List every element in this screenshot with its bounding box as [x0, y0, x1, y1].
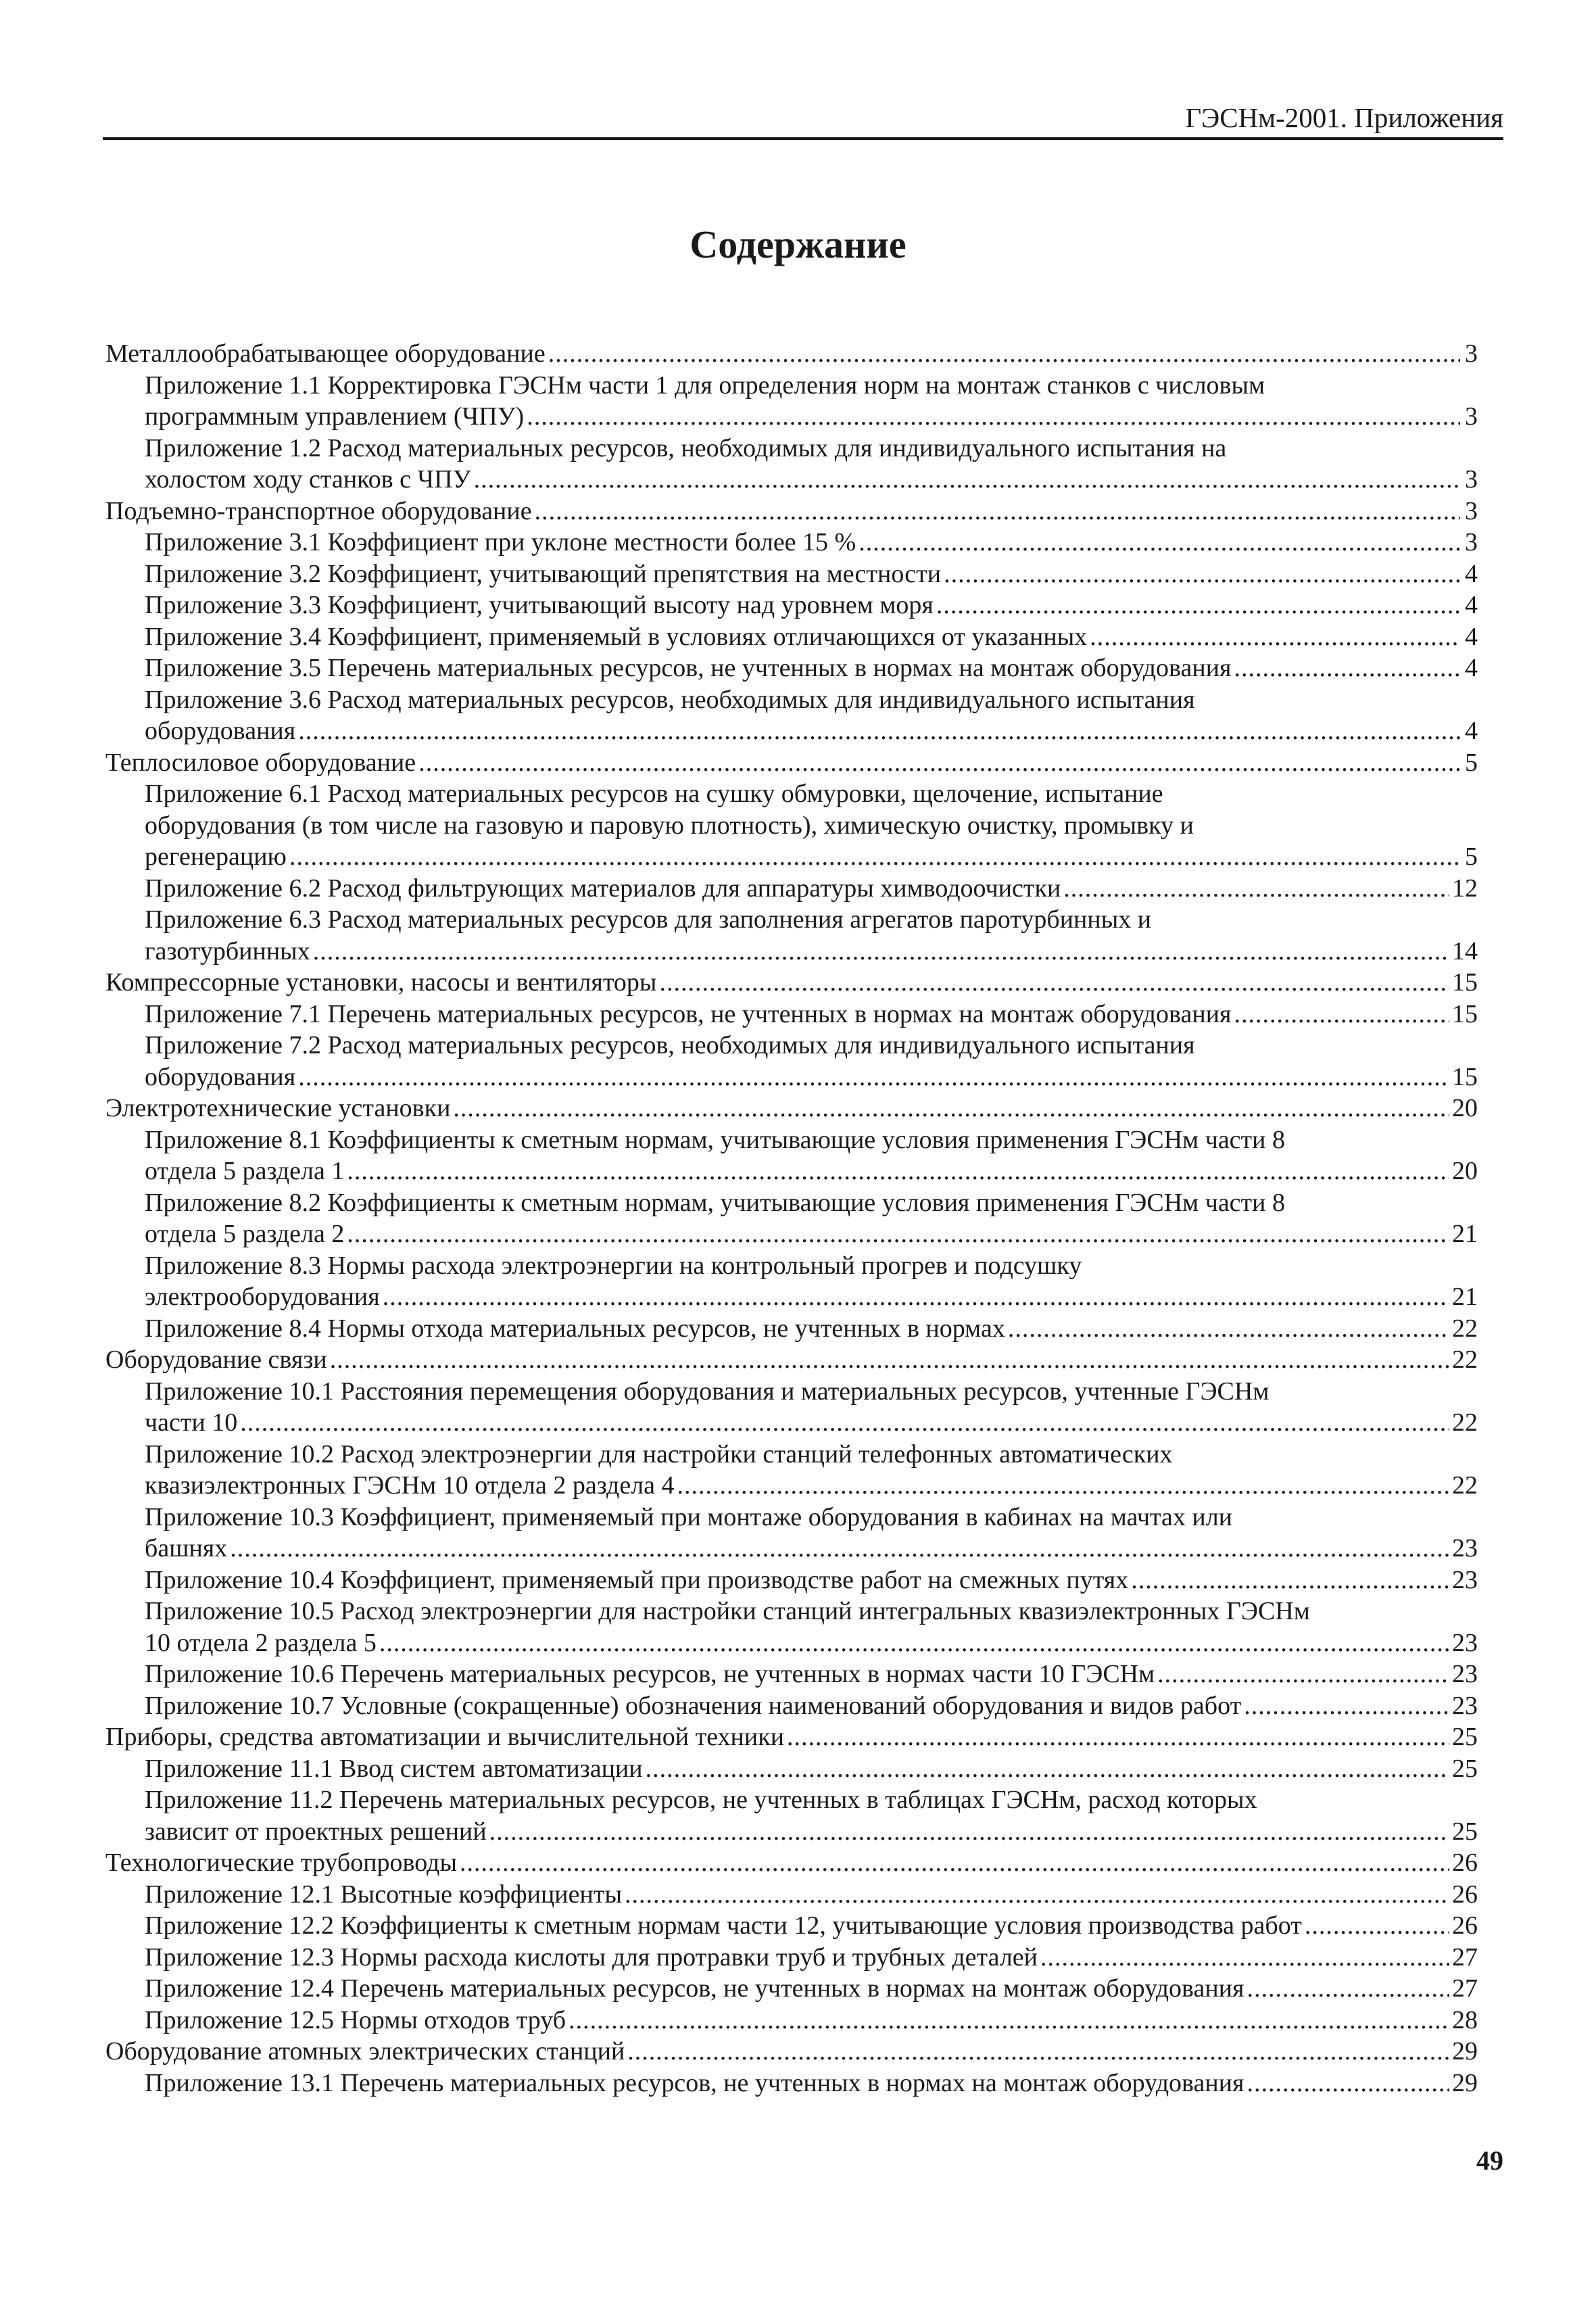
- toc-page-number: 25: [1452, 1817, 1478, 1846]
- toc-entry-text: Приложение 3.3 Коэффициент, учитывающий высоту над уровнем моря: [145, 591, 934, 619]
- toc-entry-text: Приложение 12.3 Нормы расхода кислоты для протравки труб и трубных деталей: [145, 1942, 1038, 1972]
- toc-page-number: 3: [1465, 402, 1478, 431]
- toc-entry-text: Приложение 10.3 Коэффициент, применяемый при монтаже оборудования в кабинах на мачтах или: [145, 1502, 1233, 1531]
- toc-entry-text: Приложение 7.1 Перечень материальных ресурсов, не учтенных в нормах на монтаж оборудования: [145, 999, 1232, 1028]
- toc-entry-text: Приложение 10.4 Коэффициент, применяемый при производстве работ на смежных путях: [145, 1565, 1129, 1594]
- toc-entry-text: регенерацию: [145, 842, 287, 871]
- toc-entry-text: Электротехнические установки: [105, 1094, 451, 1122]
- toc-page-number: 29: [1452, 2037, 1478, 2066]
- toc-entry-text: Приложение 10.7 Условные (сокращенные) обозначения наименований оборудования и видов работ: [145, 1691, 1242, 1720]
- toc-continuation: [105, 1061, 1478, 1093]
- toc-appendix: [105, 590, 1478, 621]
- toc-section: [105, 1344, 1478, 1376]
- toc-section: [105, 1093, 1478, 1124]
- toc-entry-text: башнях: [145, 1534, 228, 1562]
- toc-page-number: 28: [1452, 2005, 1478, 2034]
- toc-entry-text: Металлообрабатывающее оборудование: [105, 339, 546, 368]
- toc-appendix: [105, 999, 1478, 1030]
- toc-leader-dots: [298, 715, 1460, 747]
- toc-leader-dots: [379, 1627, 1449, 1659]
- toc-entry-text: Оборудование связи: [105, 1345, 327, 1374]
- toc-entry-text: Приложение 3.4 Коэффициент, применяемый в условиях отличающихся от указанных: [145, 622, 1088, 651]
- toc-continuation: [105, 715, 1478, 747]
- toc-leader-dots: [677, 1470, 1449, 1502]
- toc-appendix: [105, 1784, 1478, 1816]
- toc-entry-text: оборудования: [145, 1062, 296, 1091]
- toc-page-number: 25: [1452, 1754, 1478, 1783]
- toc-continuation: [105, 1627, 1478, 1659]
- toc-entry-text: оборудования: [145, 717, 296, 745]
- toc-entry-text: квазиэлектронных ГЭСНм 10 отдела 2 раздела 4: [145, 1471, 675, 1500]
- toc-page-number: 14: [1452, 936, 1478, 965]
- toc-entry-text: Приложение 12.1 Высотные коэффициенты: [145, 1880, 622, 1909]
- toc-page-number: 23: [1452, 1628, 1478, 1657]
- toc-leader-dots: [240, 1407, 1449, 1439]
- toc-entry-text: Приложение 1.2 Расход материальных ресурсов, необходимых для индивидуального испытания на: [145, 433, 1227, 462]
- page-title: Содержание: [690, 222, 906, 266]
- toc-leader-dots: [646, 1753, 1449, 1785]
- toc-section: [105, 967, 1478, 999]
- toc-continuation: [105, 810, 1478, 842]
- toc-leader-dots: [298, 1061, 1449, 1093]
- toc-appendix: [105, 1690, 1478, 1722]
- toc-continuation: [105, 1470, 1478, 1502]
- toc-appendix: [105, 2005, 1478, 2036]
- toc-leader-dots: [418, 747, 1460, 779]
- toc-leader-dots: [936, 590, 1460, 621]
- toc-entry-text: газотурбинных: [145, 936, 310, 965]
- toc-page-number: 23: [1452, 1534, 1478, 1562]
- toc-leader-dots: [1247, 2068, 1449, 2099]
- toc-page-number: 21: [1452, 1283, 1478, 1311]
- toc-leader-dots: [944, 558, 1460, 590]
- toc-page-number: 12: [1452, 874, 1478, 903]
- toc-continuation: [105, 1218, 1478, 1250]
- toc-entry-text: Приложение 7.2 Расход материальных ресурсов, необходимых для индивидуального испытания: [145, 1031, 1195, 1059]
- toc-entry-text: Приложение 12.5 Нормы отходов труб: [145, 2005, 566, 2034]
- toc-page-number: 5: [1465, 842, 1478, 871]
- toc-page-number: 4: [1465, 622, 1478, 651]
- toc-continuation: [105, 1816, 1478, 1848]
- toc-entry-text: оборудования (в том числе на газовую и паровую плотность), химическую очистку, промывку и: [145, 811, 1194, 840]
- toc-continuation: [105, 1281, 1478, 1313]
- toc-appendix: [105, 1658, 1478, 1690]
- toc-appendix: [105, 1376, 1478, 1408]
- toc-appendix: [105, 1942, 1478, 1974]
- toc-entry-text: Приложение 1.1 Корректировка ГЭСНм части 1 для определения норм на монтаж станков с числовым: [145, 371, 1265, 400]
- toc-entry-text: отдела 5 раздела 2: [145, 1220, 345, 1248]
- table-of-contents: [105, 338, 1478, 2099]
- toc-entry-text: программным управлением (ЧПУ): [145, 402, 525, 431]
- toc-leader-dots: [1157, 1658, 1449, 1690]
- toc-section: [105, 747, 1478, 779]
- toc-continuation: [105, 1407, 1478, 1439]
- toc-leader-dots: [230, 1533, 1449, 1565]
- toc-page-number: 20: [1452, 1157, 1478, 1185]
- toc-entry-text: Подъемно-транспортное оборудование: [105, 496, 532, 525]
- toc-leader-dots: [625, 1879, 1449, 1911]
- toc-appendix: [105, 1910, 1478, 1942]
- toc-page-number: 26: [1452, 1880, 1478, 1909]
- toc-page-number: 26: [1452, 1911, 1478, 1940]
- toc-appendix: [105, 1502, 1478, 1533]
- toc-leader-dots: [659, 967, 1449, 999]
- toc-entry-text: Приложение 8.4 Нормы отхода материальных ресурсов, не учтенных в нормах: [145, 1314, 1005, 1343]
- toc-leader-dots: [1234, 999, 1449, 1030]
- running-header: ГЭСНм-2001. Приложения: [1185, 102, 1503, 133]
- toc-entry-text: части 10: [145, 1408, 238, 1437]
- toc-leader-dots: [535, 496, 1460, 527]
- toc-leader-dots: [627, 2036, 1449, 2068]
- toc-appendix: [105, 1124, 1478, 1156]
- toc-appendix: [105, 904, 1478, 936]
- toc-appendix: [105, 621, 1478, 653]
- toc-page-number: 22: [1452, 1314, 1478, 1343]
- toc-section: [105, 496, 1478, 527]
- toc-entry-text: Приложение 10.6 Перечень материальных ресурсов, не учтенных в нормах части 10 ГЭСНм: [145, 1660, 1155, 1688]
- toc-appendix: [105, 433, 1478, 464]
- toc-entry-text: Приложение 3.5 Перечень материальных ресурсов, не учтенных в нормах на монтаж оборудования: [145, 654, 1232, 682]
- toc-leader-dots: [474, 464, 1460, 496]
- toc-appendix: [105, 684, 1478, 716]
- toc-leader-dots: [453, 1093, 1449, 1124]
- toc-entry-text: Приложение 8.2 Коэффициенты к сметным нормам, учитывающие условия применения ГЭСНм части 8: [145, 1188, 1285, 1217]
- toc-section: [105, 1847, 1478, 1879]
- toc-entry-text: Приложение 3.1 Коэффициент при уклоне местности более 15 %: [145, 528, 856, 556]
- toc-appendix: [105, 1439, 1478, 1471]
- toc-entry-text: Приложение 8.1 Коэффициенты к сметным нормам, учитывающие условия применения ГЭСНм части 8: [145, 1125, 1285, 1154]
- toc-entry-text: Приложение 11.1 Ввод систем автоматизации: [145, 1754, 643, 1783]
- toc-page-number: 5: [1465, 748, 1478, 777]
- toc-page-number: 15: [1452, 999, 1478, 1028]
- toc-page-number: 22: [1452, 1408, 1478, 1437]
- toc-section: [105, 2036, 1478, 2068]
- toc-entry-text: Приложение 13.1 Перечень материальных ресурсов, не учтенных в нормах на монтаж оборудования: [145, 2068, 1244, 2097]
- toc-leader-dots: [569, 2005, 1449, 2036]
- toc-entry-text: Приложение 10.1 Расстояния перемещения оборудования и материальных ресурсов, учтенные ГЭСНм: [145, 1377, 1269, 1406]
- toc-entry-text: Оборудование атомных электрических станций: [105, 2037, 625, 2066]
- toc-continuation: [105, 464, 1478, 496]
- toc-page-number: 15: [1452, 968, 1478, 997]
- toc-leader-dots: [313, 936, 1449, 968]
- toc-entry-text: Приложение 12.4 Перечень материальных ресурсов, не учтенных в нормах на монтаж оборудования: [145, 1974, 1244, 2003]
- toc-appendix: [105, 1596, 1478, 1627]
- toc-leader-dots: [1063, 873, 1449, 905]
- toc-appendix: [105, 527, 1478, 558]
- toc-leader-dots: [548, 338, 1460, 370]
- toc-section: [105, 1721, 1478, 1753]
- toc-appendix: [105, 1187, 1478, 1219]
- toc-leader-dots: [1090, 621, 1460, 653]
- toc-entry-text: Приложение 8.3 Нормы расхода электроэнергии на контрольный прогрев и подсушку: [145, 1251, 1082, 1280]
- toc-appendix: [105, 778, 1478, 810]
- toc-leader-dots: [460, 1847, 1449, 1879]
- toc-appendix: [105, 1973, 1478, 2005]
- toc-appendix: [105, 1250, 1478, 1282]
- toc-entry-text: Компрессорные установки, насосы и вентиляторы: [105, 968, 657, 997]
- toc-page-number: 23: [1452, 1565, 1478, 1594]
- toc-page-number: 27: [1452, 1942, 1478, 1972]
- toc-continuation: [105, 1155, 1478, 1187]
- toc-appendix: [105, 558, 1478, 590]
- toc-page-number: 20: [1452, 1094, 1478, 1122]
- toc-page-number: 27: [1452, 1974, 1478, 2003]
- toc-page-number: 4: [1465, 717, 1478, 745]
- page-number: 49: [1476, 2145, 1503, 2176]
- toc-leader-dots: [1244, 1690, 1449, 1722]
- toc-appendix: [105, 1030, 1478, 1061]
- toc-entry-text: Приборы, средства автоматизации и вычислительной техники: [105, 1723, 785, 1751]
- toc-appendix: [105, 873, 1478, 905]
- toc-page-number: 26: [1452, 1848, 1478, 1877]
- toc-entry-text: отдела 5 раздела 1: [145, 1157, 345, 1185]
- toc-entry-text: Приложение 3.6 Расход материальных ресурсов, необходимых для индивидуального испытания: [145, 685, 1195, 714]
- toc-appendix: [105, 370, 1478, 402]
- toc-leader-dots: [489, 1816, 1449, 1848]
- toc-leader-dots: [347, 1218, 1449, 1250]
- header-rule: [103, 137, 1503, 140]
- toc-page-number: 23: [1452, 1660, 1478, 1688]
- toc-entry-text: электрооборудования: [145, 1283, 380, 1311]
- toc-entry-text: Приложение 10.2 Расход электроэнергии для настройки станций телефонных автоматических: [145, 1439, 1173, 1469]
- toc-appendix: [105, 2068, 1478, 2099]
- toc-page-number: 4: [1465, 559, 1478, 588]
- toc-leader-dots: [527, 401, 1460, 433]
- toc-leader-dots: [289, 841, 1460, 873]
- toc-leader-dots: [347, 1155, 1449, 1187]
- toc-entry-text: Приложение 6.3 Расход материальных ресурсов для заполнения агрегатов паротурбинных и: [145, 905, 1152, 934]
- toc-page-number: 3: [1465, 528, 1478, 556]
- toc-section: [105, 338, 1478, 370]
- toc-page-number: 25: [1452, 1723, 1478, 1751]
- toc-leader-dots: [1234, 652, 1460, 684]
- toc-page-number: 4: [1465, 591, 1478, 619]
- toc-entry-text: Приложение 12.2 Коэффициенты к сметным нормам части 12, учитывающие условия производства работ: [145, 1911, 1302, 1940]
- toc-continuation: [105, 401, 1478, 433]
- toc-page-number: 23: [1452, 1691, 1478, 1720]
- toc-leader-dots: [1131, 1565, 1449, 1596]
- toc-appendix: [105, 1313, 1478, 1345]
- toc-entry-text: Приложение 10.5 Расход электроэнергии для настройки станций интегральных квазиэлектронных ГЭСНм: [145, 1597, 1310, 1625]
- toc-continuation: [105, 1533, 1478, 1565]
- toc-entry-text: Приложение 3.2 Коэффициент, учитывающий препятствия на местности: [145, 559, 942, 588]
- toc-leader-dots: [1305, 1910, 1449, 1942]
- toc-leader-dots: [1040, 1942, 1449, 1974]
- toc-leader-dots: [383, 1281, 1449, 1313]
- toc-entry-text: 10 отдела 2 раздела 5: [145, 1628, 377, 1657]
- toc-page-number: 15: [1452, 1062, 1478, 1091]
- toc-appendix: [105, 1753, 1478, 1785]
- toc-leader-dots: [330, 1344, 1449, 1376]
- toc-page-number: 4: [1465, 654, 1478, 682]
- toc-entry-text: Приложение 6.2 Расход фильтрующих материалов для аппаратуры химводоочистки: [145, 874, 1061, 903]
- toc-entry-text: Технологические трубопроводы: [105, 1848, 457, 1877]
- toc-appendix: [105, 1879, 1478, 1911]
- toc-page-number: 21: [1452, 1220, 1478, 1248]
- toc-appendix: [105, 652, 1478, 684]
- toc-page-number: 3: [1465, 496, 1478, 525]
- toc-entry-text: холостом ходу станков с ЧПУ: [145, 465, 471, 494]
- toc-page-number: 3: [1465, 465, 1478, 494]
- toc-leader-dots: [859, 527, 1460, 558]
- toc-leader-dots: [1247, 1973, 1449, 2005]
- toc-entry-text: Приложение 11.2 Перечень материальных ресурсов, не учтенных в таблицах ГЭСНм, расход которых: [145, 1786, 1257, 1814]
- toc-page-number: 3: [1465, 339, 1478, 368]
- toc-continuation: [105, 936, 1478, 968]
- toc-leader-dots: [1008, 1313, 1449, 1345]
- toc-page-number: 22: [1452, 1345, 1478, 1374]
- toc-entry-text: зависит от проектных решений: [145, 1817, 487, 1846]
- toc-leader-dots: [787, 1721, 1449, 1753]
- toc-continuation: [105, 841, 1478, 873]
- toc-page-number: 29: [1452, 2068, 1478, 2097]
- toc-appendix: [105, 1565, 1478, 1596]
- toc-entry-text: Теплосиловое оборудование: [105, 748, 416, 777]
- toc-page-number: 22: [1452, 1471, 1478, 1500]
- toc-entry-text: Приложение 6.1 Расход материальных ресурсов на сушку обмуровки, щелочение, испытание: [145, 780, 1163, 808]
